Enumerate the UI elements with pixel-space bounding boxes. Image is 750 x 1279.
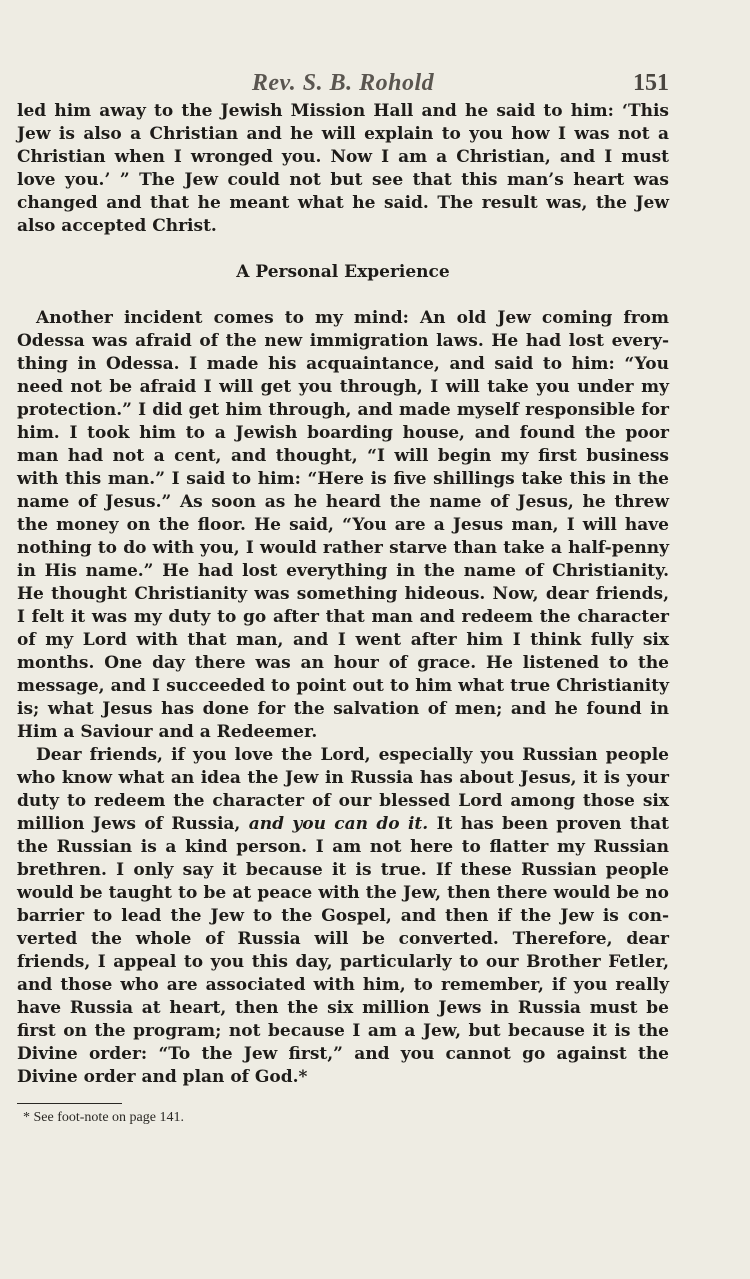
paragraph-continued: led him away to the Jewish Mission Hall and he said to him: ‘This Jew is also a Christian and he will explain to you how I was not a Christian when I wronged you. Now I am a Christian, and I must love you.’ ” The Jew could not but see that this man’s heart was changed and that he meant what he said. The result was, the Jew also accepted Christ. [17,101,669,236]
appeal-emphasis: and you can do it. [248,814,429,834]
appeal-text-start: Dear friends, if you love the Lord, especially you Russian people who know what an idea the Jew in Russia has about Jesus, it is your duty to redeem the character of our blessed Lord among those six million Jews of Russia, [17,745,669,834]
book-page [17,60,669,1128]
paragraph-appeal [17,744,669,1089]
running-title: Rev. S. B. Rohold [251,70,435,96]
running-head [17,60,669,100]
footnote: * See foot-note on page 141. [23,1110,184,1125]
body-text [17,100,669,1089]
footnote-rule [17,1103,122,1104]
paragraph-incident: Another incident comes to my mind: An old Jew coming from Odessa was afraid of the new immigration laws. He had lost everything in Odessa. I made his acquaintance, and said to him: “You need not be afraid I will get you through, I will take you under my protection.” I did get him through, and made myself responsible for him. I took him to a Jewish boarding house, and found the poor man had not a cent, and thought, “I will begin my first business with this man.” I said to him: “Here is five shillings take this in the name of Jesus.” As soon as he heard the name of Jesus, he threw the money on the floor. He said, “You are a Jesus man, I will have nothing to do with you, I would rather starve than take a half-penny in His name.” He had lost everything in the name of Christianity. He thought Christianity was something hideous. Now, dear friends, I felt it was my duty to go after that man and redeem the character of my Lord with that man, and I went after him I think fully six months. One day there was an hour of grace. He listened to the message, and I succeeded to point out to him what true Christianity is; what Jesus has done for the salvation of men; and he found in Him a Saviour and a Redeemer. [17,308,669,742]
section-heading: A Personal Experience [236,262,450,282]
page-number: 151 [633,70,669,96]
appeal-text-end: It has been proven that the Russian is a kind person. I am not here to flatter my Russian brethren. I only say it because it is true. If these Russian people would be taught to be at peace with the Jew, then there would be no barrier to lead the Jew to the Gospel, and then if the Jew is converted the whole of Russia will be converted. Therefore, dear friends, I appeal to you this day, particularly to our Brother Fetler, and those who are associated with him, to remember, if you really have Russia at heart, then the six million Jews in Russia must be first on the program; not because I am a Jew, but because it is the Divine order: “To the Jew first,” and you cannot go against the Divine order and plan of God.* [17,814,669,1087]
